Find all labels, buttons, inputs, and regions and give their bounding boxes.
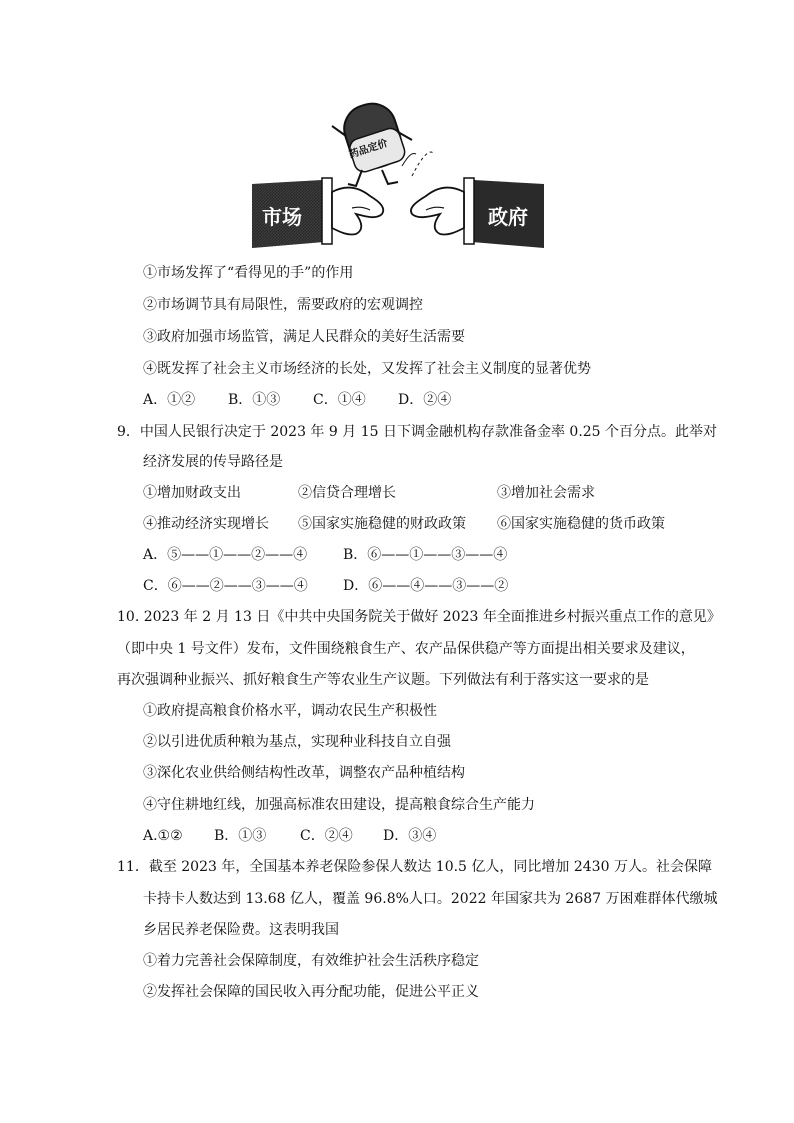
q9-option-a: A．⑤——①——②——④: [143, 547, 308, 563]
q8-item-3: ③政府加强市场监管，满足人民群众的美好生活需要: [143, 329, 465, 345]
q8-option-c: C．①④: [313, 392, 366, 408]
pill-label: 药品定价: [347, 138, 390, 161]
q9-option-b: B．⑥——①——③——④: [343, 547, 508, 563]
q8-item-4: ④既发挥了社会主义市场经济的长处，又发挥了社会主义制度的显著优势: [143, 361, 591, 377]
q10-item-2: ②以引进优质种粮为基点，实现种业科技自立自强: [143, 734, 451, 750]
q11-item-1: ①着力完善社会保障制度，有效维护社会生活秩序稳定: [143, 953, 479, 969]
q9-option-d: D．⑥——④——③——②: [343, 578, 509, 594]
q10-option-c: C．②④: [300, 828, 353, 844]
q9-stem-line-2: 经济发展的传导路径是: [143, 454, 283, 470]
q10-item-1: ①政府提高粮食价格水平，调动农民生产积极性: [143, 703, 437, 719]
q10-option-b: B．①③: [214, 828, 267, 844]
q10-stem-line-2: （即中央 1 号文件）发布，文件围绕粮食生产、农产品保供稳产等方面提出相关要求及建议，: [117, 641, 695, 657]
q10-item-4: ④守住耕地红线，加强高标准农田建设，提高粮食综合生产能力: [143, 797, 535, 813]
market-label: 市场: [262, 205, 302, 229]
q11-stem-line-3: 乡居民养老保险费。这表明我国: [143, 922, 339, 938]
q9-item-6: ⑥国家实施稳健的货币政策: [497, 516, 665, 532]
q8-option-a: A．①②: [143, 392, 196, 408]
government-label: 政府: [488, 205, 528, 229]
q9-item-1: ①增加财政支出: [143, 485, 241, 501]
q10-option-d: D．③④: [383, 828, 437, 844]
q10-option-a: A.①②: [143, 828, 183, 844]
q8-item-1: ①市场发挥了“看得见的手”的作用: [143, 265, 354, 281]
q10-stem-line-1: 10. 2023 年 2 月 13 日《中共中央国务院关于做好 2023 年全面推进乡村振兴重点工作的意见》: [117, 609, 721, 625]
q9-item-4: ④推动经济实现增长: [143, 516, 269, 532]
q9-item-3: ③增加社会需求: [497, 485, 595, 501]
q8-item-2: ②市场调节具有局限性，需要政府的宏观调控: [143, 297, 423, 313]
q9-item-5: ⑤国家实施稳健的财政政策: [298, 516, 466, 532]
q9-option-c: C．⑥——②——③——④: [143, 578, 308, 594]
cartoon-figure: [252, 96, 544, 252]
q10-stem-line-3: 再次强调种业振兴、抓好粮食生产等农业生产议题。下列做法有利于落实这一要求的是: [117, 672, 649, 688]
q9-item-2: ②信贷合理增长: [298, 485, 396, 501]
q11-stem-line-1: 11．截至 2023 年，全国基本养老保险参保人数达 10.5 亿人，同比增加 2430 万人。社会保障: [117, 859, 712, 875]
q11-item-2: ②发挥社会保障的国民收入再分配功能，促进公平正义: [143, 984, 479, 1000]
q10-item-3: ③深化农业供给侧结构性改革，调整农产品种植结构: [143, 765, 465, 781]
q8-option-b: B．①③: [228, 392, 281, 408]
q8-option-d: D．②④: [398, 392, 452, 408]
q9-stem-line-1: 9．中国人民银行决定于 2023 年 9 月 15 日下调金融机构存款准备金率 0.25 个百分点。此举对: [117, 424, 718, 440]
q11-stem-line-2: 卡持卡人数达到 13.68 亿人，覆盖 96.8%人口。2022 年国家共为 2687 万困难群体代缴城: [143, 891, 718, 907]
